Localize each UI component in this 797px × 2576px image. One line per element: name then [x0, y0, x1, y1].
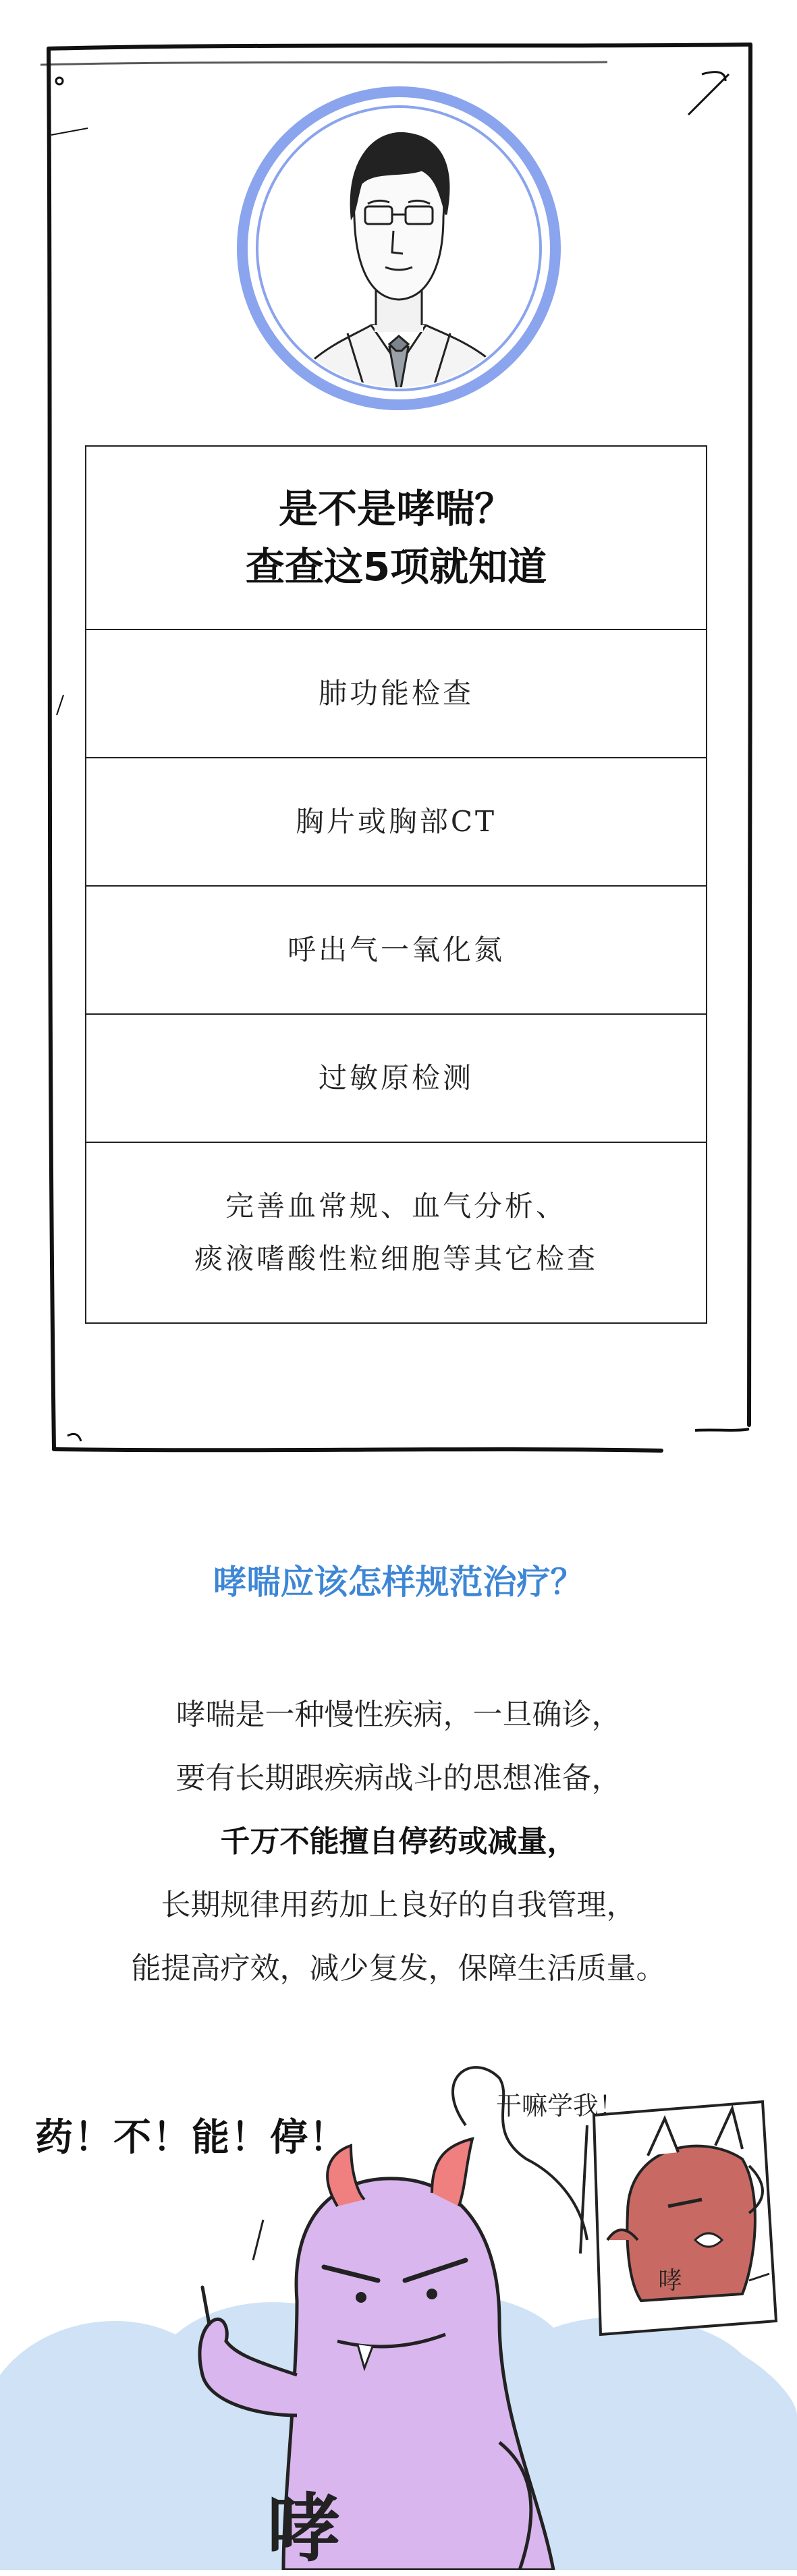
paragraph-line: 要有长期跟疾病战斗的思想准备，: [175, 1762, 622, 1795]
table-title: [86, 447, 706, 629]
doctor-avatar: [233, 82, 565, 414]
table-title-line-2: 查查这5项就知道: [245, 544, 547, 590]
paragraph-line: 哮喘是一种慢性疾病，一旦确诊，: [175, 1698, 622, 1731]
exam-item-label-line-1: 完善血常规、血气分析、: [225, 1189, 567, 1223]
exam-item-label: 胸片或胸部CT: [295, 805, 497, 838]
exam-item-feno: [86, 885, 706, 1013]
exam-item-label: 肺功能检查: [318, 677, 474, 710]
exam-item-label: 呼出气一氧化氮: [287, 933, 505, 966]
small-monster-speech: 干嘛学我！: [496, 2091, 625, 2121]
treatment-paragraph: [0, 1683, 797, 2000]
paragraph-line: 长期规律用药加上良好的自我管理，: [161, 1888, 636, 1922]
section-heading: 哮喘应该怎样规范治疗？: [213, 1563, 584, 1602]
exam-item-chest-ct: [86, 757, 706, 885]
big-monster-label: 哮: [267, 2485, 341, 2572]
exam-item-label-line-2: 痰液嗜酸性粒细胞等其它检查: [194, 1242, 598, 1275]
small-monster-label: 哮: [658, 2267, 683, 2295]
exam-item-other: [86, 1142, 706, 1322]
paragraph-line-emphasis: 千万不能擅自停药或减量，: [220, 1825, 577, 1858]
paragraph-line: 能提高疗效，减少复发，保障生活质量。: [131, 1952, 666, 1985]
exam-item-lung-function: [86, 629, 706, 757]
table-title-line-1: 是不是哮喘？: [278, 486, 514, 532]
exam-item-allergen: [86, 1013, 706, 1142]
shout-text: 药！不！能！停！: [35, 2116, 348, 2160]
exam-table: [85, 445, 707, 1324]
exam-item-label: 过敏原检测: [318, 1061, 474, 1094]
